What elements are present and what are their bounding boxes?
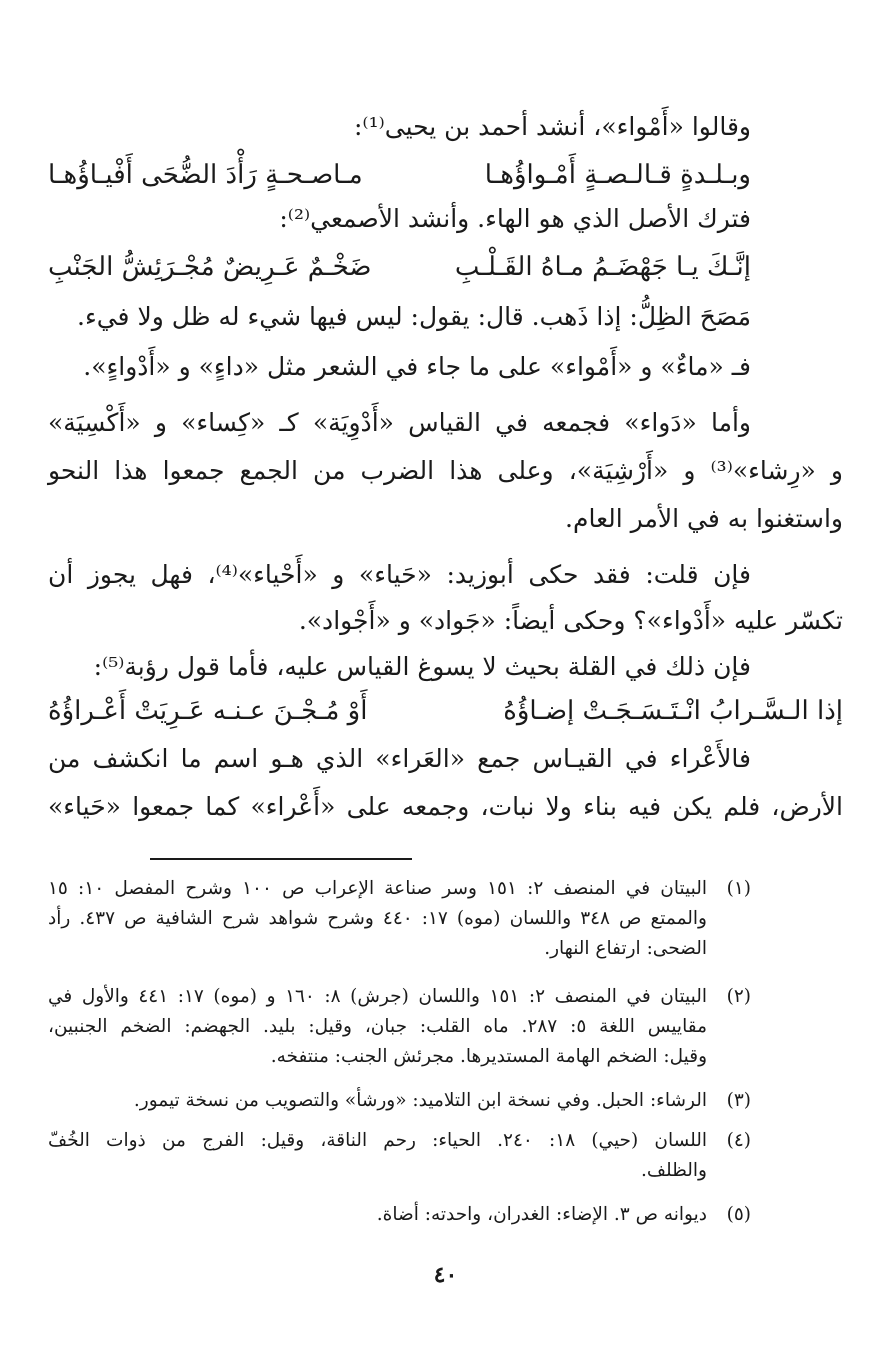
footnote-line: الرشاء: الحبل. وفي نسخة ابن التلاميد: «ورشأ» والتصويب من نسخة تيمور. [133,1090,707,1111]
footnote-line: وقيل: الضخم الهامة المستديرها. مجرئش الجنب: منتفخه. [270,1046,707,1067]
footnote-line: والممتع ص ٣٤٨ واللسان (موه) ١٧: ٤٤٠ وشرح شواهد شرح الشافية ص ٤٣٧. رأد [48,908,707,929]
footnote-number: (٥) [726,1204,751,1225]
verse-line [48,250,751,284]
footnote-number: (٤) [726,1130,751,1151]
verse-hemistich-second: ضَخْـمٌ عَـرِيضٌ مُجْـرَئِشُّ الجَنْبِ [48,252,372,282]
verse-line [48,694,843,728]
body-line: فترك الأصل الذي هو الهاء. وأنشد الأصمعي⁽²⁾: [279,204,751,233]
verse-hemistich-first: إذا الـسَّـرابُ انْـتَـسَـجَـتْ إضـاؤُهُ [503,696,843,726]
verse-hemistich-second: أَوْ مُـجْـنَ عـنـه عَـرِيَتْ أَعْـراؤُهُ [48,696,368,726]
body-line: وأما «دَواء» فجمعه في القياس «أَدْوِيَة» كـ «كِساء» و «أَكْسِيَة» [48,408,751,437]
footnote-number: (٢) [726,986,751,1007]
footnote-line: ديوانه ص ٣. الإضاء: الغدران، واحدته: أضاة. [376,1204,707,1225]
footnote-number: (٣) [726,1090,751,1111]
footnote-line: مقاييس اللغة ٥: ٢٨٧. ماه القلب: جبان، وقيل: بليد. الجهضم: الضخم الجنبين، [48,1016,707,1037]
verse-hemistich-first: وبـلـدةٍ قـالـصـةٍ أَمْـواؤُهـا [484,160,751,190]
body-line: فإن قلت: فقد حكى أبوزيد: «حَياء» و «أَحْياء»⁽⁴⁾، فهل يجوز أن [48,560,751,589]
footnote-line: اللسان (حيي) ١٨: ٢٤٠. الحياء: رحم الناقة، وقيل: الفرج من ذوات الخُفّ [48,1130,708,1151]
body-line: تكسّر عليه «أَدْواء»؟ وحكى أيضاً: «جَواد» و «أَجْواد». [298,606,843,635]
footnote-line: البيتان في المنصف ٢: ١٥١ واللسان (جرش) ٨: ١٦٠ و (موه) ١٧: ٤٤١ والأول في [48,986,707,1007]
verse-line [48,158,751,192]
body-line: فالأَعْراء في القيـاس جمع «العَراء» الذي هـو اسم ما انكشف من [48,744,751,773]
footnote-separator [150,858,412,860]
footnote-number: (١) [726,878,751,899]
body-line: فـ «ماءٌ» و «أَمْواء» على ما جاء في الشعر مثل «داءٍ» و «أَدْواءٍ». [83,352,751,381]
body-line: مَصَحَ الظِلُّ: إذا ذَهب. قال: يقول: ليس فيها شيء له ظل ولا فيء. [77,302,751,331]
footnote-line: والظلف. [640,1160,707,1181]
body-line: و «رِشاء»⁽³⁾ و «أَرْشِيَة»، وعلى هذا الضرب من الجمع جمعوا هذا النحو [48,456,843,485]
body-line: الأرض، فلم يكن فيه بناء ولا نبات، وجمعه على «أَعْراء» كما جمعوا «حَياء» [48,792,843,821]
page-number: ٤٠ [433,1262,458,1288]
verse-hemistich-second: مـاصـحـةٍ رَأْدَ الضُّحَى أَفْيـاؤُهـا [48,160,363,190]
footnote-line: الضحى: ارتفاع النهار. [544,938,707,959]
verse-hemistich-first: إنَّـكَ يـا جَهْضَـمُ مـاهُ القَـلْـبِ [454,252,751,282]
footnote-line: البيتان في المنصف ٢: ١٥١ وسر صناعة الإعراب ص ١٠٠ وشرح المفصل ١٠: ١٥ [48,878,707,899]
body-line: فإن ذلك في القلة بحيث لا يسوغ القياس عليه، فأما قول رؤبة⁽⁵⁾: [93,652,751,681]
body-line: واستغنوا به في الأمر العام. [565,504,843,533]
body-line: وقالوا «أَمْواء»، أنشد أحمد بن يحيى⁽¹⁾: [354,112,751,141]
